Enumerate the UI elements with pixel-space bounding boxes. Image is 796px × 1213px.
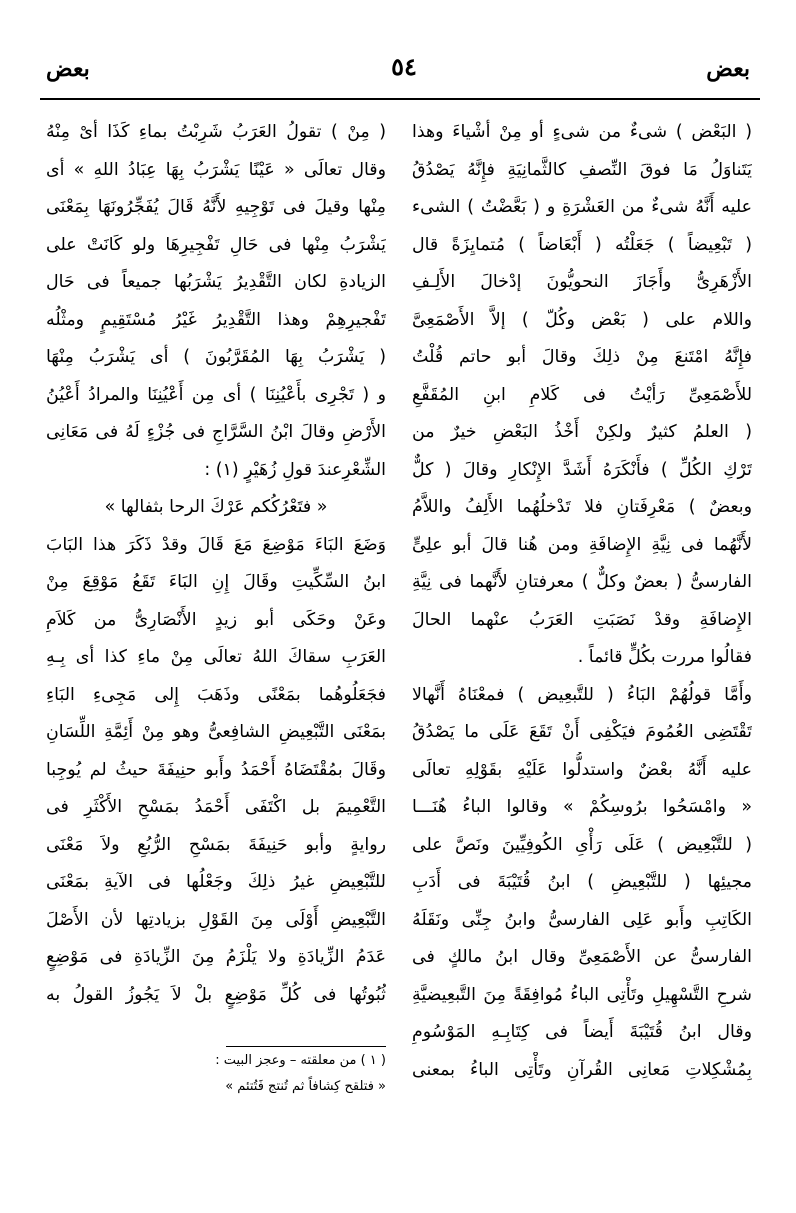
footnote-line: ( ١ ) من معلقته – وعجز البيت :: [215, 1053, 386, 1068]
text-line: وَضَعَ البَاءَ مَوْضِعَ مَعَ قَالَ وقدْ ذَكَرَ هذا البَابَ: [46, 534, 386, 555]
text-line: روايةٍ وأبو حَنِيفَةَ بمَسْحِ الرُّبُعِ ولاَ مَعْنَى: [46, 834, 386, 855]
text-line: ( البَعْض ) شىءٌ من شىءٍ أو مِنْ أشْياءَ وهذا: [412, 122, 752, 142]
verse-line: « فتَعْرُكُكم عَرْكَ الرحا بثفالها »: [104, 497, 328, 517]
text-line: فإِنَّهُ امْتَنعَ مِنْ ذلِكَ وقالَ أبو حاتم قُلْتُ: [412, 347, 752, 367]
header-keyword-left: بعض: [46, 56, 90, 82]
text-line: عَدَمُ الزِّيادَةِ ولا يَلْزَمُ مِنَ الزِّيادَةِ فى مَوْضِعٍ: [46, 947, 386, 967]
header-rule: [40, 98, 760, 100]
text-line: بِمُشْكِلاتِ مَعانِى القُرآنِ وتَأْتِى الباءُ بمعنى: [412, 1059, 752, 1080]
text-line: تَرْكِ الكُلِّ ) فأَنْكَرَهُ أَشَدَّ الإِنْكارِ وقالَ ( كلٌّ: [412, 459, 752, 480]
text-line: العَرَبِ سقاكَ اللهُ تعالَى مِنْ ماءِ كذا أى بِـهِ: [46, 647, 386, 667]
text-line: الأَزْهَرِىُّ وأَجَازَ النحويُّونَ إدْخالَ الأَلِـفِ: [412, 272, 752, 292]
footnote-rule: [226, 1046, 386, 1047]
text-line: مجيئِها ( للتَّبْعِيضِ ) ابنُ قُتَيْبَةَ فى أَدَبِ: [412, 872, 752, 892]
text-line: بمَعْنَى التَّبْعِيضِ الشافِعىُّ وهو مِنْ أَئِمَّةِ اللِّسَانِ: [46, 722, 386, 742]
right-column: [412, 114, 752, 1089]
text-line: وأَمَّا قولُهُمْ البَاءُ ( للتَّبعِيض ) فمعْنَاهُ أَنَّهالا: [412, 684, 752, 705]
text-line: وقال ابنُ قُتَيْبَةَ أَيضاً فى كِتَابِـهِ المَوْسُومِ: [412, 1022, 752, 1042]
page-number: ٥٤: [391, 52, 417, 81]
text-line: عليه أَنَّهُ شىءٌ من العَشْرَةِ و ( بَعَّضْتُ ) الشىء: [412, 197, 752, 217]
text-line: التَّبْعِيضِ أَوْلَى مِنَ القَوْلِ بزيادتِها لأن الأَصْلَ: [46, 909, 386, 930]
text-line: للأَصْمَعِىِّ رَأيْتُ فى كَلامِ ابنِ المُقَفَّعِ: [412, 384, 752, 405]
text-line: فجَعَلُوهُما بمَعْنًى وذَهَبَ إِلى مَجِىءِ البَاءِ: [46, 684, 386, 705]
text-line: الشِّعْرِعندَ قولِ زُهَيْرٍ (١) :: [204, 459, 386, 480]
text-line: ثُبُوتُها فى كُلِّ مَوْضِعٍ بلْ لاَ يَجُوزُ القولُ به: [46, 984, 386, 1005]
text-line: للتَّبْعِيضِ غيرُ ذلِكَ وجَعْلُها فى الآيةِ بمَعْنَى: [46, 872, 386, 892]
text-line: مِنْها وقيلَ فى تَوْجِيهِ لأَنَّهُ قَالَ يُفَجِّرُونَهَا بِمَعْنَى: [46, 197, 386, 217]
text-line: التَّعْمِيمَ بل اكْتَفَى أَحْمَدُ بمَسْحِ الأَكْثَرِ فى: [46, 797, 386, 817]
left-column: [46, 114, 386, 1014]
text-line: لأَنَّهُما فى نِيَّةِ الإِضافَةِ ومن هُنا قالَ أبو علِىٍّ: [412, 534, 752, 555]
text-line: وبعضٌ ) مَعْرِفَتانِ فلا تَدْخلُهُما الأَلِفُ واللاَّمُ: [412, 497, 752, 517]
text-line: « وامْسَحُوا برُوسِكُمْ » وقالوا الباءُ هُنَـــا: [412, 797, 752, 817]
text-line: ( يَشْرَبُ بِهَا المُقَرَّبُونَ ) أى يَشْرَبُ مِنْهَا: [46, 347, 386, 367]
text-line: ابنُ السِّكِّيتِ وقَالَ إِنِ البَاءَ تَقَعُ مَوْقِعَ مِنْ: [46, 572, 386, 592]
text-line: ( للتَّبْعِيض ) عَلَى رَأْىِ الكُوفِيِّينَ ونَصَّ على: [412, 834, 752, 855]
footnotes: [46, 1048, 386, 1100]
text-line: شرحِ التَّسْهِيلِ وتَأْتِى الباءُ مُوافِقَةً مِنَ التَّبعِيضيَّةِ: [412, 984, 752, 1005]
text-line: يَشْرَبُ مِنْها فى حَالِ تَفْجِيرِهَا ولو كَانَتْ على: [46, 234, 386, 255]
text-line: فقالُوا مررت بكُلٍّ قائماً .: [577, 647, 752, 667]
page-header: [0, 0, 796, 100]
text-line: ( تَبْعِيضاً ) جَعَلْتُه ( أَبْعَاضاً ) مُتمايِزَةً قال: [412, 234, 752, 255]
text-line: تَفْجيرِهِمْ وهذا التَّقْدِيرُ غَيْرُ مُسْتَقِيمٍ ومثْلُه: [46, 309, 386, 330]
text-line: ( العلمُ كثيرٌ ولكِنْ أَخْذُ البَعْضِ خيرٌ من: [412, 422, 752, 442]
text-line: الزيادةِ لكان التَّقْدِيرُ يَشْرَبُها جميعاً فى حَال: [46, 272, 386, 292]
text-line: و ( تَجْرِى بأَعْيُنِنَا ) أى مِن أَعْيُنِنَا والمرادُ أَعْيُنُ: [46, 384, 386, 405]
text-line: الفارسىُّ عن الأَصْمَعِىِّ وقال ابنُ مالكٍ فى: [412, 947, 752, 967]
text-line: الفارسىُّ ( بعضٌ وكلٌّ ) معرفتانِ لأَنَّهما فى نِيَّةِ: [412, 572, 752, 592]
header-keyword-right: بعض: [706, 56, 750, 82]
text-line: ( مِنْ ) تقولُ العَرَبُ شَرِبْتُ بماءِ كَذَا أىْ مِنْهُ: [46, 122, 386, 142]
text-line: يَتَناوَلُ مَا فوقَ النِّصفِ كالثَّمانِيَةِ فإِنَّهُ يَصْدُقُ: [412, 159, 752, 180]
text-line: عليه أَنَّهُ بعْضٌ واستدلُّوا عَلَيْهِ بقَوْلِهِ تعالَى: [412, 759, 752, 780]
text-line: الإِضافَةِ وقدْ نَصَبَتِ العَرَبُ عنْهما الحالَ: [412, 609, 752, 630]
text-line: وقَالَ بمُقْتَضَاهُ أَحْمَدُ وأَبو حنِيفَةَ حيثُ لم يُوجِبا: [46, 759, 386, 780]
text-line: تَقْتَضِى العُمُومَ فيَكْفِى أَنْ تَقَعَ عَلَى ما يَصْدُقُ: [412, 722, 752, 742]
text-line: واللام على ( بَعْض وكُلّ ) إلاَّ الأَصْمَعِىَّ: [412, 309, 752, 330]
text-line: وعَنْ وحَكَى أبو زيدٍ الأَنْصَارِىُّ من كَلاَمِ: [46, 609, 386, 630]
text-line: الكَاتِبِ وأَبو عَلِى الفارسىُّ وابنُ جِنِّى ونَقَلَهُ: [412, 909, 752, 930]
text-line: الأَرْضِ وقالَ ابْنُ السَّرَّاجِ فى جُزْءٍ لَهُ فى مَعَانِى: [46, 422, 386, 442]
text-line: وقال تعالَى « عَيْنًا يَشْرَبُ بِهَا عِبَادُ اللهِ » أى: [46, 159, 386, 180]
footnote-line: « فتلقح كِشافاً ثم تُنتج فَتُتئم »: [225, 1079, 386, 1094]
